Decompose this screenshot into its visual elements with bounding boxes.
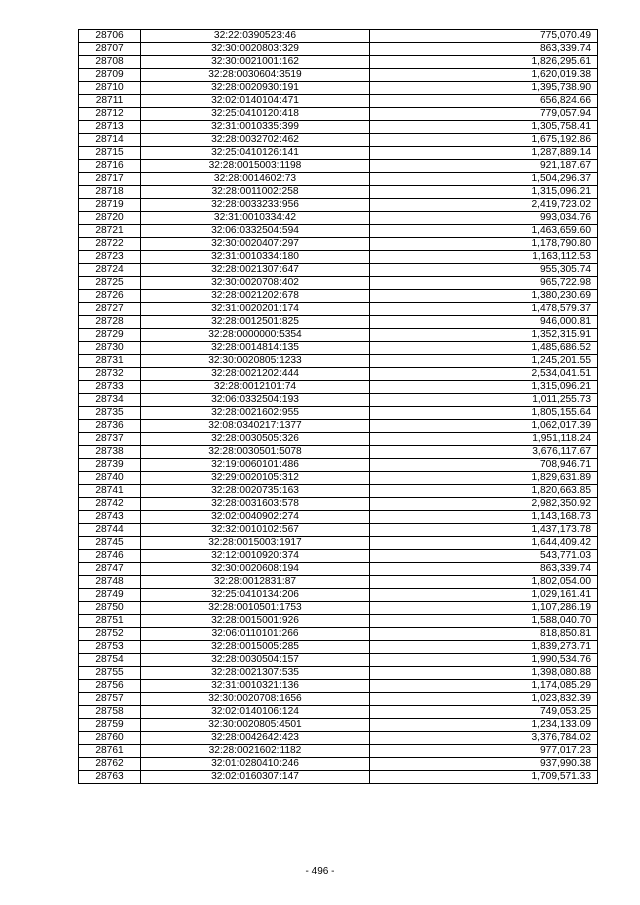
row-number-cell: 28739 xyxy=(79,459,141,472)
row-number-cell: 28745 xyxy=(79,537,141,550)
cadastral-number-cell: 32:30:0020608:194 xyxy=(141,563,370,576)
cadastral-number-cell: 32:28:0012101:74 xyxy=(141,381,370,394)
cadastral-value-cell: 1,644,409.42 xyxy=(370,537,598,550)
cadastral-value-cell: 1,805,155.64 xyxy=(370,407,598,420)
cadastral-value-cell: 656,824.66 xyxy=(370,95,598,108)
cadastral-number-cell: 32:28:0012831:87 xyxy=(141,576,370,589)
row-number-cell: 28754 xyxy=(79,654,141,667)
cadastral-value-cell: 1,504,296.37 xyxy=(370,173,598,186)
cadastral-value-cell: 1,143,168.73 xyxy=(370,511,598,524)
row-number-cell: 28758 xyxy=(79,706,141,719)
cadastral-value-cell: 1,839,273.71 xyxy=(370,641,598,654)
cadastral-value-cell: 977,017.23 xyxy=(370,745,598,758)
cadastral-number-cell: 32:30:0020708:402 xyxy=(141,277,370,290)
row-number-cell: 28706 xyxy=(79,30,141,43)
row-number-cell: 28709 xyxy=(79,69,141,82)
table-row xyxy=(79,329,598,342)
cadastral-number-cell: 32:30:0020803:329 xyxy=(141,43,370,56)
row-number-cell: 28757 xyxy=(79,693,141,706)
cadastral-value-cell: 1,990,534.76 xyxy=(370,654,598,667)
page-number: - 496 - xyxy=(305,866,335,877)
table-row xyxy=(79,381,598,394)
row-number-cell: 28720 xyxy=(79,212,141,225)
row-number-cell: 28753 xyxy=(79,641,141,654)
row-number-cell: 28760 xyxy=(79,732,141,745)
table-row xyxy=(79,719,598,732)
cadastral-value-cell: 1,163,112.53 xyxy=(370,251,598,264)
row-number-cell: 28759 xyxy=(79,719,141,732)
table-row xyxy=(79,576,598,589)
cadastral-value-cell: 1,023,832.39 xyxy=(370,693,598,706)
cadastral-number-cell: 32:28:0021307:647 xyxy=(141,264,370,277)
row-number-cell: 28718 xyxy=(79,186,141,199)
table-row xyxy=(79,654,598,667)
table-row xyxy=(79,264,598,277)
cadastral-value-cell: 1,245,201.55 xyxy=(370,355,598,368)
cadastral-number-cell: 32:31:0010334:42 xyxy=(141,212,370,225)
table-row xyxy=(79,589,598,602)
row-number-cell: 28708 xyxy=(79,56,141,69)
table-row xyxy=(79,680,598,693)
table-row xyxy=(79,667,598,680)
table-row xyxy=(79,160,598,173)
cadastral-value-cell: 1,829,631.89 xyxy=(370,472,598,485)
table-row xyxy=(79,186,598,199)
cadastral-number-cell: 32:28:0030501:5078 xyxy=(141,446,370,459)
row-number-cell: 28710 xyxy=(79,82,141,95)
row-number-cell: 28755 xyxy=(79,667,141,680)
cadastral-value-cell: 2,982,350.92 xyxy=(370,498,598,511)
cadastral-number-cell: 32:08:0340217:1377 xyxy=(141,420,370,433)
table-row xyxy=(79,433,598,446)
table-row xyxy=(79,303,598,316)
table-row xyxy=(79,693,598,706)
cadastral-number-cell: 32:30:0020805:1233 xyxy=(141,355,370,368)
row-number-cell: 28716 xyxy=(79,160,141,173)
table-row xyxy=(79,745,598,758)
table-row xyxy=(79,563,598,576)
table-row xyxy=(79,56,598,69)
row-number-cell: 28712 xyxy=(79,108,141,121)
cadastral-number-cell: 32:19:0060101:486 xyxy=(141,459,370,472)
cadastral-value-cell: 1,485,686.52 xyxy=(370,342,598,355)
cadastral-number-cell: 32:25:0410134:206 xyxy=(141,589,370,602)
cadastral-value-cell: 708,946.71 xyxy=(370,459,598,472)
row-number-cell: 28724 xyxy=(79,264,141,277)
row-number-cell: 28763 xyxy=(79,771,141,784)
table-row xyxy=(79,134,598,147)
cadastral-number-cell: 32:28:0015005:285 xyxy=(141,641,370,654)
row-number-cell: 28722 xyxy=(79,238,141,251)
table-row xyxy=(79,550,598,563)
row-number-cell: 28741 xyxy=(79,485,141,498)
row-number-cell: 28742 xyxy=(79,498,141,511)
cadastral-number-cell: 32:30:0021001:162 xyxy=(141,56,370,69)
cadastral-number-cell: 32:28:0012501:825 xyxy=(141,316,370,329)
cadastral-value-cell: 1,352,315.91 xyxy=(370,329,598,342)
row-number-cell: 28740 xyxy=(79,472,141,485)
table-row xyxy=(79,290,598,303)
table-row xyxy=(79,95,598,108)
cadastral-number-cell: 32:25:0410120:418 xyxy=(141,108,370,121)
cadastral-number-cell: 32:31:0010335:399 xyxy=(141,121,370,134)
cadastral-number-cell: 32:28:0015001:926 xyxy=(141,615,370,628)
cadastral-value-cell: 1,315,096.21 xyxy=(370,381,598,394)
cadastral-number-cell: 32:31:0020201:174 xyxy=(141,303,370,316)
cadastral-value-cell: 1,398,080.88 xyxy=(370,667,598,680)
cadastral-number-cell: 32:28:0030505:326 xyxy=(141,433,370,446)
table-row xyxy=(79,459,598,472)
table-row xyxy=(79,420,598,433)
row-number-cell: 28752 xyxy=(79,628,141,641)
cadastral-number-cell: 32:28:0030604:3519 xyxy=(141,69,370,82)
row-number-cell: 28735 xyxy=(79,407,141,420)
table-row xyxy=(79,472,598,485)
cadastral-number-cell: 32:28:0030504:157 xyxy=(141,654,370,667)
cadastral-value-cell: 1,826,295.61 xyxy=(370,56,598,69)
cadastral-value-cell: 3,676,117.67 xyxy=(370,446,598,459)
cadastral-value-cell: 1,437,173.78 xyxy=(370,524,598,537)
cadastral-value-cell: 1,178,790.80 xyxy=(370,238,598,251)
cadastral-value-cell: 937,990.38 xyxy=(370,758,598,771)
row-number-cell: 28749 xyxy=(79,589,141,602)
cadastral-value-cell: 3,376,784.02 xyxy=(370,732,598,745)
row-number-cell: 28736 xyxy=(79,420,141,433)
cadastral-number-cell: 32:28:0014602:73 xyxy=(141,173,370,186)
cadastral-number-cell: 32:30:0020708:1656 xyxy=(141,693,370,706)
table-row xyxy=(79,199,598,212)
cadastral-number-cell: 32:02:0140106:124 xyxy=(141,706,370,719)
cadastral-number-cell: 32:31:0010334:180 xyxy=(141,251,370,264)
row-number-cell: 28737 xyxy=(79,433,141,446)
table-row xyxy=(79,602,598,615)
table-row xyxy=(79,30,598,43)
row-number-cell: 28762 xyxy=(79,758,141,771)
row-number-cell: 28719 xyxy=(79,199,141,212)
table-row xyxy=(79,355,598,368)
table-row xyxy=(79,615,598,628)
cadastral-value-cell: 1,395,738.90 xyxy=(370,82,598,95)
cadastral-value-cell: 1,675,192.86 xyxy=(370,134,598,147)
cadastral-value-cell: 2,534,041.51 xyxy=(370,368,598,381)
table-row xyxy=(79,758,598,771)
table-row xyxy=(79,108,598,121)
cadastral-number-cell: 32:28:0000000:5354 xyxy=(141,329,370,342)
cadastral-value-cell: 1,588,040.70 xyxy=(370,615,598,628)
cadastral-value-cell: 965,722.98 xyxy=(370,277,598,290)
row-number-cell: 28751 xyxy=(79,615,141,628)
cadastral-number-cell: 32:28:0021602:1182 xyxy=(141,745,370,758)
row-number-cell: 28750 xyxy=(79,602,141,615)
cadastral-value-cell: 863,339.74 xyxy=(370,43,598,56)
cadastral-number-cell: 32:28:0015003:1917 xyxy=(141,537,370,550)
row-number-cell: 28747 xyxy=(79,563,141,576)
cadastral-value-cell: 1,951,118.24 xyxy=(370,433,598,446)
cadastral-value-cell: 946,000.81 xyxy=(370,316,598,329)
table-row xyxy=(79,277,598,290)
row-number-cell: 28761 xyxy=(79,745,141,758)
cadastral-number-cell: 32:06:0110101:266 xyxy=(141,628,370,641)
cadastral-number-cell: 32:28:0033233:956 xyxy=(141,199,370,212)
cadastral-number-cell: 32:28:0021202:444 xyxy=(141,368,370,381)
cadastral-number-cell: 32:28:0021202:678 xyxy=(141,290,370,303)
table-row xyxy=(79,706,598,719)
cadastral-value-cell: 1,820,663.85 xyxy=(370,485,598,498)
cadastral-value-cell: 2,419,723.02 xyxy=(370,199,598,212)
cadastral-number-cell: 32:28:0020930:191 xyxy=(141,82,370,95)
cadastral-number-cell: 32:28:0011002:258 xyxy=(141,186,370,199)
table-row xyxy=(79,771,598,784)
cadastral-value-cell: 955,305.74 xyxy=(370,264,598,277)
cadastral-value-cell: 1,287,889.14 xyxy=(370,147,598,160)
table-row xyxy=(79,238,598,251)
table-row xyxy=(79,82,598,95)
table-row xyxy=(79,225,598,238)
cadastral-number-cell: 32:28:0042642:423 xyxy=(141,732,370,745)
cadastral-number-cell: 32:25:0410126:141 xyxy=(141,147,370,160)
cadastral-value-cell: 921,187.67 xyxy=(370,160,598,173)
cadastral-value-cell: 1,380,230.69 xyxy=(370,290,598,303)
cadastral-number-cell: 32:28:0014814:135 xyxy=(141,342,370,355)
table-row xyxy=(79,316,598,329)
cadastral-number-cell: 32:02:0040902:274 xyxy=(141,511,370,524)
row-number-cell: 28725 xyxy=(79,277,141,290)
row-number-cell: 28730 xyxy=(79,342,141,355)
cadastral-number-cell: 32:28:0015003:1198 xyxy=(141,160,370,173)
table-row xyxy=(79,641,598,654)
cadastral-value-cell: 1,802,054.00 xyxy=(370,576,598,589)
cadastral-number-cell: 32:30:0020805:4501 xyxy=(141,719,370,732)
cadastral-value-cell: 818,850.81 xyxy=(370,628,598,641)
cadastral-number-cell: 32:32:0010102:567 xyxy=(141,524,370,537)
cadastral-number-cell: 32:01:0280410:246 xyxy=(141,758,370,771)
table-row xyxy=(79,485,598,498)
table-row xyxy=(79,212,598,225)
table-row xyxy=(79,342,598,355)
cadastral-number-cell: 32:22:0390523:46 xyxy=(141,30,370,43)
row-number-cell: 28733 xyxy=(79,381,141,394)
row-number-cell: 28726 xyxy=(79,290,141,303)
cadastral-number-cell: 32:28:0010501:1753 xyxy=(141,602,370,615)
row-number-cell: 28717 xyxy=(79,173,141,186)
row-number-cell: 28732 xyxy=(79,368,141,381)
row-number-cell: 28744 xyxy=(79,524,141,537)
cadastral-number-cell: 32:30:0020407:297 xyxy=(141,238,370,251)
table-row xyxy=(79,407,598,420)
cadastral-value-cell: 1,305,758.41 xyxy=(370,121,598,134)
cadastral-value-cell: 1,463,659.60 xyxy=(370,225,598,238)
table-row xyxy=(79,147,598,160)
row-number-cell: 28734 xyxy=(79,394,141,407)
row-number-cell: 28728 xyxy=(79,316,141,329)
row-number-cell: 28743 xyxy=(79,511,141,524)
cadastral-value-cell: 1,029,161.41 xyxy=(370,589,598,602)
cadastral-value-cell: 1,234,133.09 xyxy=(370,719,598,732)
table-row xyxy=(79,446,598,459)
cadastral-value-cell: 1,709,571.33 xyxy=(370,771,598,784)
cadastral-value-cell: 749,053.25 xyxy=(370,706,598,719)
cadastral-number-cell: 32:28:0021602:955 xyxy=(141,407,370,420)
row-number-cell: 28723 xyxy=(79,251,141,264)
table-row xyxy=(79,173,598,186)
row-number-cell: 28715 xyxy=(79,147,141,160)
table-row xyxy=(79,368,598,381)
row-number-cell: 28748 xyxy=(79,576,141,589)
table-row xyxy=(79,537,598,550)
cadastral-number-cell: 32:02:0140104:471 xyxy=(141,95,370,108)
cadastral-value-table xyxy=(78,29,598,784)
cadastral-number-cell: 32:12:0010920:374 xyxy=(141,550,370,563)
table-row xyxy=(79,43,598,56)
cadastral-number-cell: 32:29:0020105:312 xyxy=(141,472,370,485)
cadastral-value-cell: 779,057.94 xyxy=(370,108,598,121)
table-row xyxy=(79,524,598,537)
cadastral-number-cell: 32:02:0160307:147 xyxy=(141,771,370,784)
cadastral-number-cell: 32:28:0032702:462 xyxy=(141,134,370,147)
table-row xyxy=(79,732,598,745)
table-row xyxy=(79,394,598,407)
cadastral-value-cell: 543,771.03 xyxy=(370,550,598,563)
table-row xyxy=(79,628,598,641)
row-number-cell: 28727 xyxy=(79,303,141,316)
row-number-cell: 28707 xyxy=(79,43,141,56)
cadastral-value-cell: 993,034.76 xyxy=(370,212,598,225)
row-number-cell: 28756 xyxy=(79,680,141,693)
cadastral-value-cell: 775,070.49 xyxy=(370,30,598,43)
cadastral-value-cell: 1,011,255.73 xyxy=(370,394,598,407)
cadastral-number-cell: 32:28:0031603:578 xyxy=(141,498,370,511)
cadastral-number-cell: 32:31:0010321:136 xyxy=(141,680,370,693)
row-number-cell: 28713 xyxy=(79,121,141,134)
table-row xyxy=(79,511,598,524)
row-number-cell: 28729 xyxy=(79,329,141,342)
cadastral-number-cell: 32:06:0332504:193 xyxy=(141,394,370,407)
table-row xyxy=(79,69,598,82)
row-number-cell: 28731 xyxy=(79,355,141,368)
cadastral-value-cell: 1,478,579.37 xyxy=(370,303,598,316)
row-number-cell: 28711 xyxy=(79,95,141,108)
table-row xyxy=(79,498,598,511)
row-number-cell: 28746 xyxy=(79,550,141,563)
cadastral-value-cell: 1,315,096.21 xyxy=(370,186,598,199)
cadastral-value-cell: 1,620,019.38 xyxy=(370,69,598,82)
row-number-cell: 28714 xyxy=(79,134,141,147)
cadastral-number-cell: 32:06:0332504:594 xyxy=(141,225,370,238)
row-number-cell: 28738 xyxy=(79,446,141,459)
cadastral-value-cell: 863,339.74 xyxy=(370,563,598,576)
cadastral-value-cell: 1,174,085.29 xyxy=(370,680,598,693)
row-number-cell: 28721 xyxy=(79,225,141,238)
cadastral-value-cell: 1,062,017.39 xyxy=(370,420,598,433)
table-row xyxy=(79,251,598,264)
table-body xyxy=(79,30,598,784)
cadastral-number-cell: 32:28:0020735:163 xyxy=(141,485,370,498)
cadastral-number-cell: 32:28:0021307:535 xyxy=(141,667,370,680)
cadastral-value-cell: 1,107,286.19 xyxy=(370,602,598,615)
table-row xyxy=(79,121,598,134)
